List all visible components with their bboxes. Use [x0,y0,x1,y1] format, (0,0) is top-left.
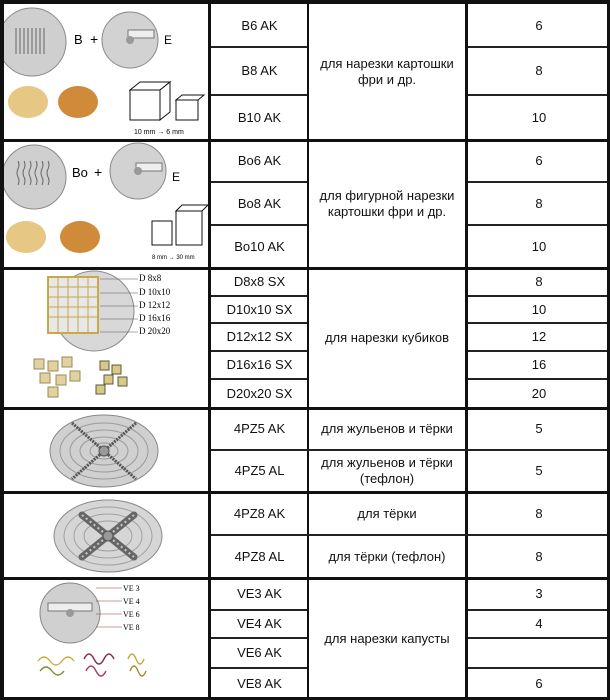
cube-label-1: D 8x8 [139,273,162,283]
description-cell: для фигурной нарезки картошки фри и др. [319,188,455,219]
cube-label-3: D 12x12 [139,300,171,310]
description-cell: для нарезки капусты [324,631,450,646]
shaped-b-label: Bo [72,165,88,180]
row-separator [211,46,307,48]
cubes-disk-image [4,269,208,408]
row-separator [468,295,607,297]
cabbage-label-2: VE 4 [123,597,140,606]
size-cell: 8 [535,505,543,521]
row-separator [211,94,307,96]
row-separator [211,534,607,536]
row-separator [468,609,607,611]
size-cell: 5 [535,421,543,436]
shaped-fries-disk-image [4,141,208,268]
shaped-scale-label: 8 mm → 30 mm [152,255,195,261]
size-cell: 10 [531,109,547,125]
code-cell: D20x20 SX [226,385,293,401]
row-separator [211,322,307,324]
code-cell: D12x12 SX [226,329,293,344]
description-cell: для нарезки картошки фри и др. [320,56,454,87]
grid-vline [0,0,4,700]
row-separator [468,667,607,669]
group-separator [0,491,610,494]
row-separator [211,609,307,611]
size-cell: 16 [531,357,547,372]
fries-b-label: B [74,32,83,47]
size-cell: 6 [535,153,543,168]
grater-disk-image [4,493,208,578]
code-cell: 4PZ8 AL [234,548,285,564]
fries-disk-illustration [4,4,208,140]
group-separator [0,267,610,270]
code-cell: 4PZ5 AL [234,463,285,478]
code-cell: B10 AK [237,109,282,125]
row-separator [468,94,607,96]
group-separator [0,577,610,580]
fries-scale-label: 10 mm → 6 mm [134,129,184,136]
cabbage-label-4: VE 8 [123,623,140,632]
row-separator [468,350,607,352]
row-separator [211,295,307,297]
size-cell: 3 [535,586,543,601]
description-cell: для нарезки кубиков [324,330,450,345]
code-cell: 4PZ5 AK [233,421,286,436]
size-cell: 8 [535,63,543,78]
row-separator [468,224,607,226]
code-cell: VE3 AK [237,586,282,601]
row-separator [211,637,307,639]
row-separator [211,378,307,380]
row-separator [211,224,307,226]
size-cell: 8 [535,548,543,564]
size-cell: 8 [535,195,543,211]
group-separator [0,407,610,410]
julienne-disk-illustration [4,409,208,492]
size-cell: 6 [535,17,543,33]
code-cell: D16x16 SX [226,357,293,372]
description-cell: для жульенов и тёрки (тефлон) [321,455,453,486]
cabbage-label-1: VE 3 [123,584,140,593]
cabbage-disk-illustration [4,579,208,700]
size-cell: 8 [535,274,543,289]
code-cell: VE6 AK [237,645,282,660]
code-cell: VE8 AK [237,676,282,691]
description-cell: для жульенов и тёрки [321,421,453,436]
description-cell: для тёрки [357,505,417,521]
fries-plus-label: + [90,31,99,47]
shaped-e-label: E [172,170,181,184]
size-cell: 20 [531,385,547,401]
code-cell: D8x8 SX [233,274,286,289]
fries-e-label: E [164,33,173,47]
shaped-plus-label: + [94,164,103,180]
cube-label-5: D 20x20 [139,326,171,336]
code-cell: B8 AK [241,63,278,78]
code-cell: Bo10 AK [234,238,285,254]
fries-disk-image [4,4,208,140]
shaped-fries-disk-illustration [4,141,208,268]
grid-hline [0,0,610,4]
size-cell: 5 [535,463,543,478]
row-separator [468,378,607,380]
size-cell [468,638,610,668]
code-cell: B6 AK [241,17,278,33]
size-cell: 12 [531,329,547,344]
julienne-disk-image [4,409,208,492]
cube-label-2: D 10x10 [139,287,171,297]
cubes-disk-illustration [4,269,208,408]
size-cell: 6 [535,676,543,691]
cabbage-disk-image [4,579,208,700]
row-separator [468,637,607,639]
cube-label-4: D 16x16 [139,313,171,323]
size-cell: 10 [531,301,547,317]
row-separator [211,350,307,352]
row-separator [211,449,607,451]
grater-disk-illustration [4,493,208,578]
code-cell: Bo8 AK [237,195,282,211]
description-cell: для тёрки (тефлон) [328,548,446,564]
code-cell: D10x10 SX [226,301,293,317]
size-cell: 4 [535,616,543,631]
grid-vline [307,0,309,700]
group-separator [0,139,610,142]
code-cell: VE4 AK [237,616,282,631]
row-separator [211,667,307,669]
row-separator [468,46,607,48]
size-cell: 10 [531,238,547,254]
cabbage-label-3: VE 6 [123,610,140,619]
row-separator [468,181,607,183]
row-separator [468,322,607,324]
code-cell: 4PZ8 AK [233,505,286,521]
row-separator [211,181,307,183]
code-cell: Bo6 AK [237,153,282,168]
